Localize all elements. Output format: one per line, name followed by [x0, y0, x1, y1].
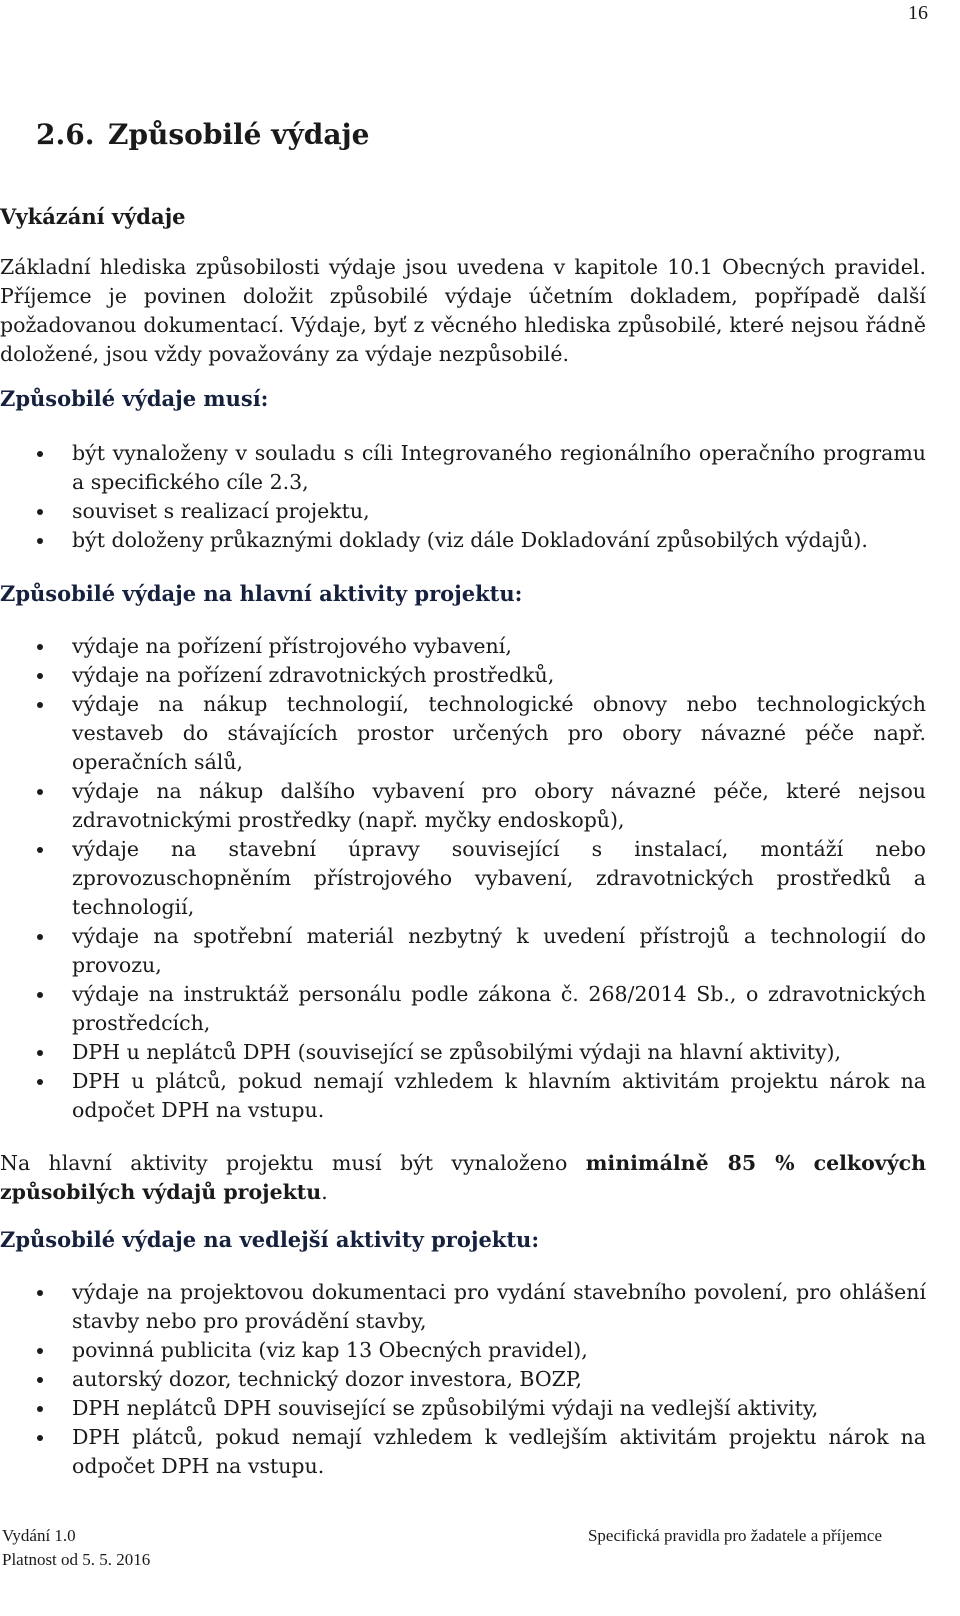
list-item: souviset s realizací projektu,: [0, 497, 926, 526]
footer-version: Vydání 1.0: [2, 1526, 76, 1545]
list-item: výdaje na nákup dalšího vybavení pro obory návazné péče, které nejsou zdravotnickými prostředky (např. myčky endoskopů),: [0, 777, 926, 835]
list-item: výdaje na projektovou dokumentaci pro vydání stavebního povolení, pro ohlášení stavby nebo pro provádění stavby,: [0, 1278, 926, 1336]
list-item: autorský dozor, technický dozor investora, BOZP,: [0, 1365, 926, 1394]
vedlejsi-list: [0, 1278, 926, 1481]
footer-doc-title: Specifická pravidla pro žadatele a příjemce: [587, 1526, 882, 1545]
list-item: DPH u neplátců DPH (související se způsobilými výdaji na hlavní aktivity),: [0, 1038, 926, 1067]
hlavni-heading: Způsobilé výdaje na hlavní aktivity projektu:: [0, 581, 523, 606]
musi-heading: Způsobilé výdaje musí:: [0, 386, 269, 411]
section-title: Způsobilé výdaje: [108, 118, 370, 151]
summary-suffix: .: [321, 1180, 328, 1204]
list-item: DPH u plátců, pokud nemají vzhledem k hlavním aktivitám projektu nárok na odpočet DPH na vstupu.: [0, 1067, 926, 1125]
list-item: DPH neplátců DPH související se způsobilými výdaji na vedlejší aktivity,: [0, 1394, 926, 1423]
hlavni-summary: [0, 1149, 926, 1207]
list-item: výdaje na stavební úpravy související s instalací, montáží nebo zprovozuschopněním přístrojového vybavení, zdravotnických prostředků a technologií,: [0, 835, 926, 922]
musi-list: [0, 439, 926, 555]
hlavni-list: [0, 632, 926, 1125]
vedlejsi-heading: Způsobilé výdaje na vedlejší aktivity projektu:: [0, 1227, 540, 1252]
vykazani-heading: Vykázání výdaje: [0, 204, 186, 229]
list-item: výdaje na nákup technologií, technologické obnovy nebo technologických vestaveb do stávajících prostor určených pro obory návazné péče např. operačních sálů,: [0, 690, 926, 777]
list-item: výdaje na spotřební materiál nezbytný k uvedení přístrojů a technologií do provozu,: [0, 922, 926, 980]
list-item: DPH plátců, pokud nemají vzhledem k vedlejším aktivitám projektu nárok na odpočet DPH na vstupu.: [0, 1423, 926, 1481]
summary-prefix: Na hlavní aktivity projektu musí být vynaloženo: [0, 1151, 586, 1175]
section-number: 2.6.: [36, 118, 95, 151]
page-number: 16: [908, 2, 928, 24]
list-item: být vynaloženy v souladu s cíli Integrovaného regionálního operačního programu a specifického cíle 2.3,: [0, 439, 926, 497]
list-item: výdaje na pořízení přístrojového vybavení,: [0, 632, 926, 661]
vykazani-paragraph: Základní hlediska způsobilosti výdaje jsou uvedena v kapitole 10.1 Obecných pravidel. Příjemce je povinen doložit způsobilé výdaje účetním dokladem, popřípadě další požadovanou dokumentací. Výdaje, byť z věcného hlediska způsobilé, které nejsou řádně doložené, jsou vždy považovány za výdaje nezpůsobilé.: [0, 255, 926, 366]
summary-bold: minimálně 85 % celkových způsobilých výdajů projektu: [0, 1151, 927, 1204]
list-item: povinná publicita (viz kap 13 Obecných pravidel),: [0, 1336, 926, 1365]
list-item: být doloženy průkaznými doklady (viz dále Dokladování způsobilých výdajů).: [0, 526, 926, 555]
list-item: výdaje na pořízení zdravotnických prostředků,: [0, 661, 926, 690]
footer-valid-from: Platnost od 5. 5. 2016: [2, 1550, 151, 1569]
section-heading: [36, 118, 369, 151]
list-item: výdaje na instruktáž personálu podle zákona č. 268/2014 Sb., o zdravotnických prostředcích,: [0, 980, 926, 1038]
footer-left: [2, 1524, 150, 1572]
